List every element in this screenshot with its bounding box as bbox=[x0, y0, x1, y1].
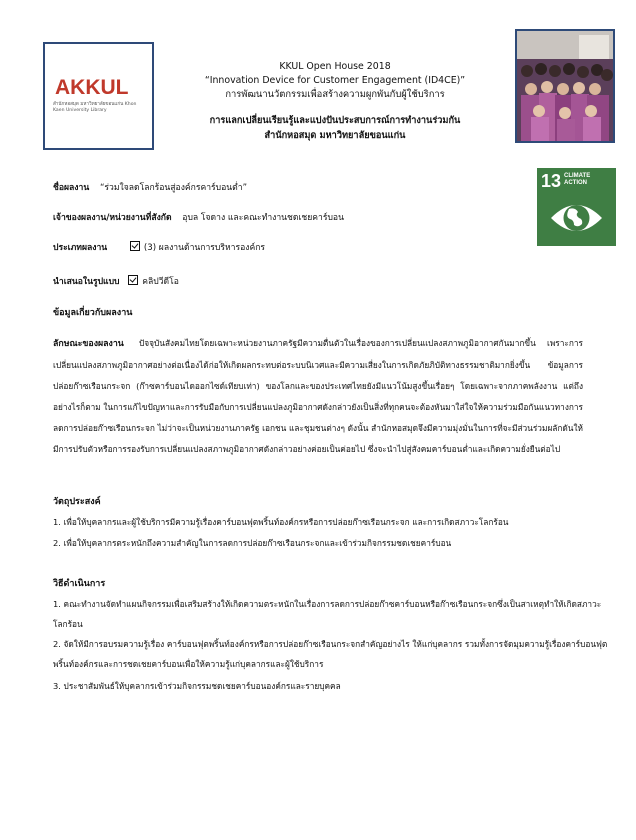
logo-wordmark: AKKUL bbox=[55, 76, 129, 99]
owner-value: อุบล โจดาง และคณะทำงานชดเชยคาร์บอน bbox=[182, 213, 344, 223]
event-theme-thai: การพัฒนานวัตกรรมเพื่อสร้างความผูกพันกับผู้ใช้บริการ bbox=[225, 89, 445, 100]
document-header bbox=[160, 60, 510, 143]
sdg-label bbox=[564, 173, 590, 187]
eye-globe-icon bbox=[549, 196, 604, 240]
method-item: 3. ประชาสัมพันธ์ให้บุคลากรเข้าร่วมกิจกรรมชดเชยคาร์บอนองค์กรและรายบุคคล bbox=[53, 681, 341, 691]
description-label: ลักษณะของผลงาน bbox=[53, 339, 124, 349]
format-checkbox bbox=[128, 275, 138, 285]
objective-item: 1. เพื่อให้บุคลากรและผู้ใช้บริการมีความรู้เรื่องคาร์บอนฟุตพริ้นท์องค์กรหรือการปล่อยก๊าซเรือนกระจก และการเกิดสภาวะโลกร้อน bbox=[53, 517, 509, 527]
owner-row bbox=[53, 210, 344, 224]
format-label: นำเสนอในรูปแบบ bbox=[53, 277, 120, 287]
about-heading: ข้อมูลเกี่ยวกับผลงาน bbox=[53, 308, 133, 318]
work-name-value: “ร่วมใจลดโลกร้อนสู่องค์กรคาร์บอนต่ำ” bbox=[99, 183, 248, 193]
group-photo-image bbox=[517, 31, 613, 141]
method-item: 2. จัดให้มีการอบรมความรู้เรื่อง คาร์บอนฟุตพริ้นท์องค์กรหรือการปล่อยก๊าซเรือนกระจกสำคัญอย่างไร ให้แก่บุคลากร รวมทั้งการจัดมุมความรู้เรื่องคาร์บอนฟุตพริ้นท์องค์กรและการชดเชยคาร์บอนเพื่อให้ความรู้แก่บุคลากรและผู้ใช้บริการ bbox=[53, 639, 608, 669]
owner-label: เจ้าของผลงาน/หน่วยงานที่สังกัด bbox=[53, 213, 172, 223]
type-row bbox=[53, 240, 265, 254]
event-title: KKUL Open House 2018 bbox=[279, 61, 391, 72]
type-value: (3) ผลงานด้านการบริหารองค์กร bbox=[143, 243, 266, 253]
description-paragraph bbox=[53, 333, 583, 460]
work-name-label: ชื่อผลงาน bbox=[53, 183, 90, 193]
logo-subtitle: สำนักหอสมุด มหาวิทยาลัยขอนแก่น Khon Kaen University Library bbox=[53, 102, 137, 113]
format-value: คลิปวีดีโอ bbox=[142, 277, 179, 287]
type-checkbox bbox=[130, 241, 140, 251]
objectives-heading: วัตถุประสงค์ bbox=[53, 497, 101, 507]
sdg-number: 13 bbox=[541, 171, 562, 191]
group-photo bbox=[515, 29, 615, 143]
exchange-title: การแลกเปลี่ยนเรียนรู้และแบ่งปันประสบการณ์การทำงานร่วมกัน bbox=[209, 115, 461, 126]
method-item: 1. คณะทำงานจัดทำแผนกิจกรรมเพื่อเสริมสร้างให้เกิดความตระหนักในเรื่องการลดการปล่อยก๊าซคาร์บอนหรือก๊าซเรือนกระจกซึ่งเป็นสาเหตุทำให้เกิดสภาวะโลกร้อน bbox=[53, 599, 602, 629]
sdg-label-line1: CLIMATE bbox=[564, 173, 591, 179]
type-label: ประเภทผลงาน bbox=[53, 243, 108, 253]
objective-item: 2. เพื่อให้บุคลากรตระหนักถึงความสำคัญในการลดการปล่อยก๊าซเรือนกระจกและเข้าร่วมกิจกรรมชดเชยคาร์บอน bbox=[53, 538, 452, 548]
sdg-label-line2: ACTION bbox=[564, 180, 587, 186]
library-logo bbox=[43, 42, 154, 150]
work-name-row bbox=[53, 180, 247, 194]
description-text: ปัจจุบันสังคมไทยโดยเฉพาะหน่วยงานภาครัฐมีความตื่นตัวในเรื่องของการเปลี่ยนแปลงสภาพภูมิอากาศกันมากขึ้น เพราะการเปลี่ยนแปลงสภาพภูมิอากาศอย่างต่อเนื่องได้ก่อให้เกิดผลกระทบต่อระบบนิเวศและมีความเสี่ยงในการเกิดภัยภิบัติทางธรรมชาติมากยิ่งขึ้น ข้อมูลการปล่อยก๊าซเรือนกระจก (ก๊าซคาร์บอนไดออกไซด์เทียบเท่า) ของโลกและของประเทศไทยยังมีแนวโน้มสูงขึ้นเรื่อยๆ โดยเฉพาะจากภาคพลังงาน แต่ถึงอย่างไรก็ตาม ในการแก้ไขปัญหาและการรับมือกับการเปลี่ยนแปลงภูมิอากาศดังกล่าวยังเป็นสิ่งที่ทุกคนจะต้องหันมาใส่ใจให้ความร่วมมือกันแนวทางการลดการปล่อยก๊าซเรือนกระจก ไม่ว่าจะเป็นหน่วยงานภาครัฐ เอกชน และชุมชนต่างๆ ดังนั้น สำนักหอสมุดจึงมีความมุ่งมั่นในการที่จะมีส่วนร่วมผลักดันให้มีการปรับตัวหรือการรองรับการเปลี่ยนแปลงสภาพภูมิอากาศดังกล่าวอย่างค่อยเป็นค่อยไป ซึ่งจะนำไปสู่สังคมคาร์บอนต่ำและเกิดความยั่งยืนต่อไป bbox=[53, 338, 584, 454]
event-theme: “Innovation Device for Customer Engagement (ID4CE)” bbox=[204, 75, 466, 86]
sdg-13-climate-action-badge bbox=[537, 168, 616, 246]
organization-name: สำนักหอสมุด มหาวิทยาลัยขอนแก่น bbox=[264, 130, 406, 141]
format-row bbox=[53, 274, 179, 288]
methods-heading: วิธีดำเนินการ bbox=[53, 579, 106, 589]
